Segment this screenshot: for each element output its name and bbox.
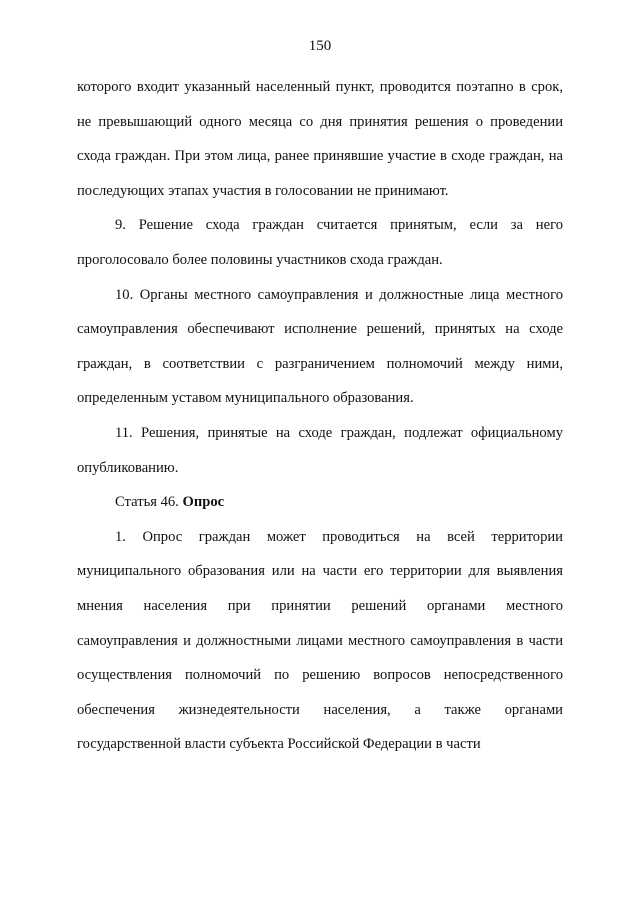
article-title: Опрос [182,494,225,511]
paragraph-continuation: которого входит указанный населенный пункт, проводится поэтапно в срок, не превышающий одного месяца со дня принятия решения о проведении схода граждан. При этом лица, ранее принявшие участие в сходе граждан, на последующих этапах участия в голосовании не принимают. [77,79,563,199]
document-body [77,70,563,762]
paragraph-article-46-item-1: 1. Опрос граждан может проводиться на всей территории муниципального образования или на части его территории для выявления мнения населения при принятии решений органами местного самоуправления и должностными лицами местного самоуправления в части осуществления полномочий по решению вопросов непосредственного обеспечения жизнедеятельности населения, а также органами государственной власти субъекта Российской Федерации в части [77,528,563,753]
paragraph-item-9: 9. Решение схода граждан считается принятым, если за него проголосовало более половины участников схода граждан. [77,217,563,268]
article-heading [77,485,563,520]
article-prefix: Статья 46. [115,494,183,511]
paragraph-item-10: 10. Органы местного самоуправления и должностные лица местного самоуправления обеспечивают исполнение решений, принятых на сходе граждан, в соответствии с разграничением полномочий между ними, определенным уставом муниципального образования. [77,286,563,407]
page-number: 150 [308,38,332,54]
paragraph-item-11: 11. Решения, принятые на сходе граждан, подлежат официальному опубликованию. [77,424,563,476]
